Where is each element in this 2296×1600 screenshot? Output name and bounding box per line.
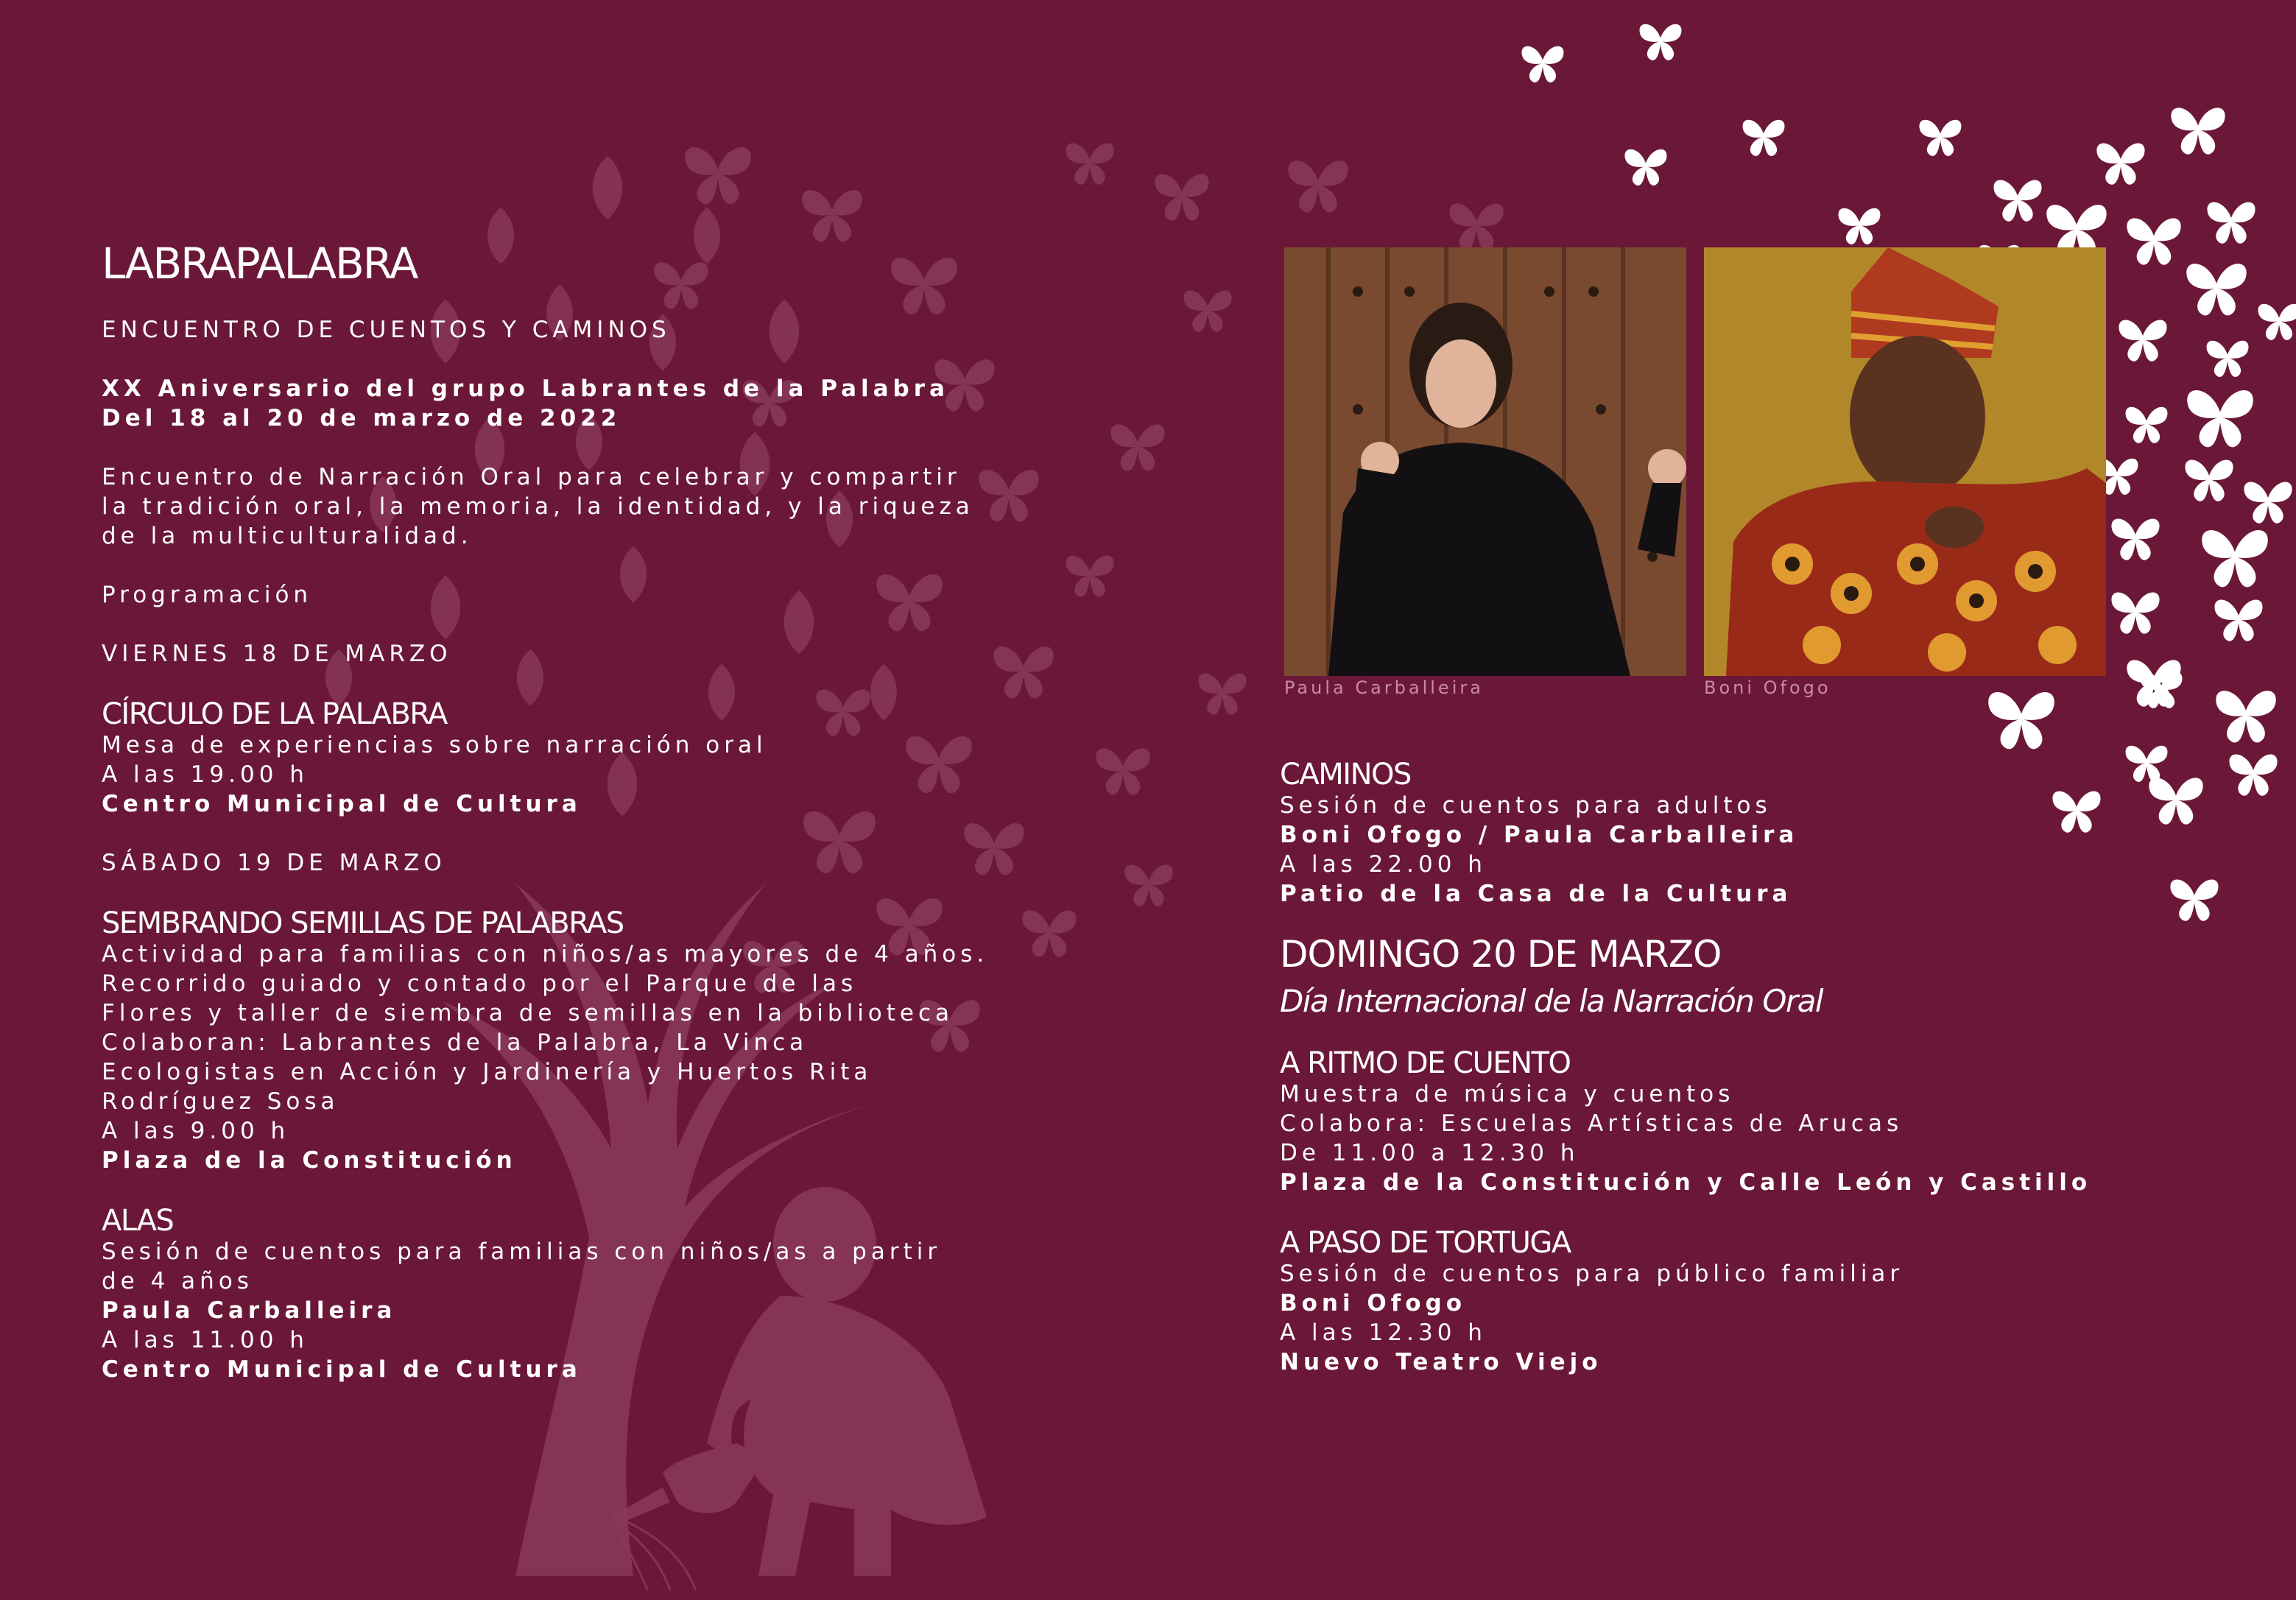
event-description: Sesión de cuentos para público familiar [1280, 1261, 1904, 1287]
sunday-subtitle: Día Internacional de la Narración Oral [1280, 983, 1823, 1019]
event-description: Actividad para familias con niños/as mayores de 4 años. Recorrido guiado y contado por el Parque de las Flores y taller de siembra de semillas en la biblioteca Colaboran: Labrantes de la Palabra, La Vinca Ecologistas en Acción y Jardinería y Huertos Rita Rodríguez Sosa [102, 940, 989, 1115]
event-time: A las 19.00 h [102, 761, 309, 788]
day-heading-sunday: DOMINGO 20 DE MARZO [1280, 933, 1722, 976]
event-caminos [1280, 758, 2237, 909]
event-description: Mesa de experiencias sobre narración oral [102, 731, 767, 758]
event-time: A las 9.00 h [102, 1117, 290, 1144]
event-performer: Paula Carballeira [102, 1297, 397, 1324]
event-performer: Boni Ofogo [1280, 1290, 1467, 1317]
event-description: Sesión de cuentos para familias con niños/as a partir de 4 años [102, 1238, 942, 1294]
event-description: Muestra de música y cuentos Colabora: Escuelas Artísticas de Arucas [1280, 1081, 1904, 1137]
day-heading-friday: VIERNES 18 DE MARZO [102, 640, 452, 667]
event-place: Nuevo Teatro Viejo [1280, 1349, 1602, 1375]
right-column [1280, 758, 2237, 1377]
event-time: A las 12.30 h [1280, 1319, 1487, 1346]
programacion-label: Programación [102, 581, 313, 608]
subtitle: ENCUENTRO DE CUENTOS Y CAMINOS [102, 316, 671, 343]
left-column [102, 221, 1059, 1384]
event-place: Plaza de la Constitución y Calle León y Castillo [1280, 1169, 2092, 1196]
event-performer: Boni Ofogo / Paula Carballeira [1280, 822, 1799, 848]
photo-boni-ofogo [1704, 247, 2106, 676]
event-title: A RITMO DE CUENTO [1280, 1046, 1571, 1080]
photo-paula-carballeira [1284, 247, 1686, 676]
event-title: CAMINOS [1280, 758, 1411, 792]
event-alas [102, 1205, 1059, 1384]
date-range: Del 18 al 20 de marzo de 2022 [102, 404, 621, 431]
event-time: De 11.00 a 12.30 h [1280, 1140, 1580, 1166]
event-title: ALAS [102, 1203, 174, 1238]
day-heading-saturday: SÁBADO 19 DE MARZO [102, 849, 446, 876]
event-tortuga [1280, 1227, 2237, 1377]
event-place: Plaza de la Constitución [102, 1146, 517, 1174]
event-place: Centro Municipal de Cultura [102, 790, 582, 817]
event-time: A las 11.00 h [102, 1326, 309, 1353]
event-place: Patio de la Casa de la Cultura [1280, 881, 1792, 907]
page-title: LABRAPALABRA [102, 239, 418, 289]
event-title: A PASO DE TORTUGA [1280, 1226, 1571, 1260]
event-time: A las 22.00 h [1280, 851, 1487, 878]
photo-caption-boni: Boni Ofogo [1704, 677, 1831, 698]
event-sembrando [102, 907, 1059, 1175]
event-title: CÍRCULO DE LA PALABRA [102, 697, 447, 731]
event-title: SEMBRANDO SEMILLAS DE PALABRAS [102, 906, 624, 940]
intro-paragraph: Encuentro de Narración Oral para celebrar y compartir la tradición oral, la memoria, la identidad, y la riqueza de la multiculturalidad. [102, 463, 974, 549]
anniversary-line: XX Aniversario del grupo Labrantes de la Palabra [102, 375, 949, 402]
event-circulo [102, 698, 1059, 819]
event-place: Centro Municipal de Cultura [102, 1356, 582, 1383]
event-ritmo [1280, 1047, 2237, 1197]
event-description: Sesión de cuentos para adultos [1280, 792, 1772, 819]
photo-caption-paula: Paula Carballeira [1284, 677, 1484, 698]
